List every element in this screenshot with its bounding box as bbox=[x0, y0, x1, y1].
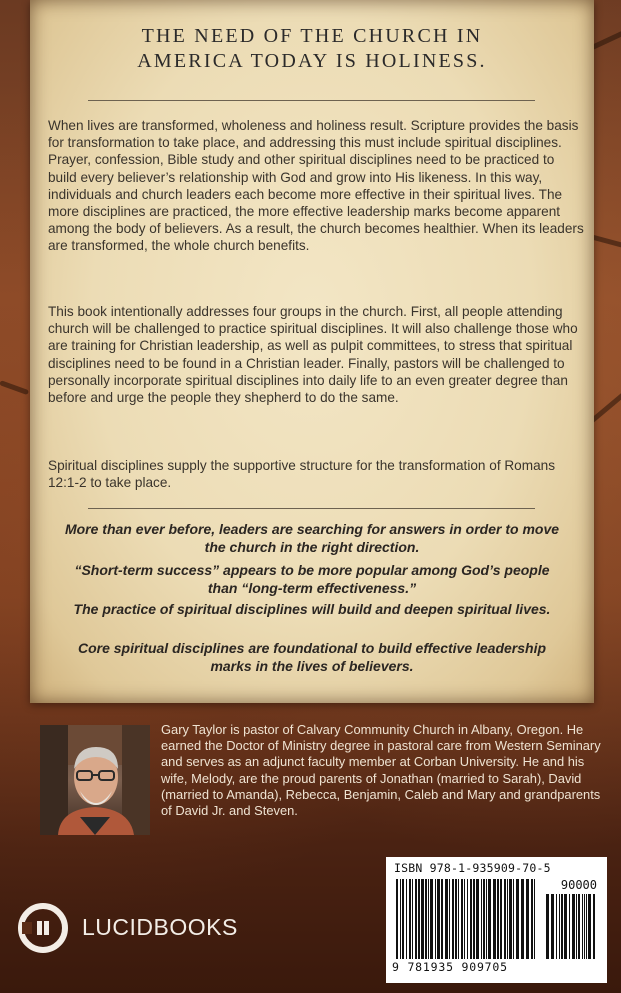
author-photo bbox=[40, 725, 150, 835]
barcode-bar bbox=[534, 879, 535, 959]
barcode-bar bbox=[572, 894, 575, 959]
barcode-bar bbox=[551, 894, 554, 959]
barcode-bar bbox=[531, 879, 533, 959]
headline-line-1: THE NEED OF THE CHURCH IN bbox=[141, 25, 483, 47]
barcode-bar bbox=[421, 879, 424, 959]
pull-quote-4: Core spiritual disciplines are foundational to build effective leadership marks in the lives of believers. bbox=[77, 640, 547, 674]
barcode-bar bbox=[578, 894, 580, 959]
barcode-bar bbox=[412, 879, 413, 959]
barcode-bar bbox=[576, 894, 577, 959]
barcode-bar bbox=[588, 894, 591, 959]
headline-line-2: AMERICA TODAY IS HOLINESS. bbox=[137, 50, 487, 72]
barcode-bar bbox=[516, 879, 519, 959]
barcode-bar bbox=[488, 879, 491, 959]
barcode-bar bbox=[564, 894, 567, 959]
isbn-label: ISBN 978-1-935909-70-5 bbox=[394, 861, 551, 875]
barcode-bar bbox=[400, 879, 401, 959]
body-paragraph-3: Spiritual disciplines supply the supportive structure for the transformation of Romans 12:1-2 to take place. bbox=[48, 458, 555, 491]
barcode-bar bbox=[461, 879, 463, 959]
barcode-bar bbox=[483, 879, 485, 959]
barcode-bar bbox=[507, 879, 508, 959]
barcode-bar bbox=[402, 879, 404, 959]
barcode-bar bbox=[561, 894, 563, 959]
barcode-bar bbox=[586, 894, 587, 959]
barcode-bar bbox=[504, 879, 506, 959]
barcode-bar bbox=[458, 879, 459, 959]
barcode-bar bbox=[526, 879, 529, 959]
barcode-bar bbox=[409, 879, 411, 959]
barcode-bar bbox=[500, 879, 502, 959]
barcode-bar bbox=[406, 879, 407, 959]
barcode-bar bbox=[473, 879, 475, 959]
divider-middle bbox=[88, 508, 535, 509]
author-bio: Gary Taylor is pastor of Calvary Community Church in Albany, Oregon. He earned the Doctor of Ministry degree in pastoral care from Western Seminary and serves as an adjunct faculty member at Corban University. He and his wife, Melody, are the proud parents of Jonathan (married to Sarah), David (married to Amanda), Rebecca, Benjamin, Caleb and Mary and grandparents of David Jr. and Steven. bbox=[161, 722, 601, 819]
barcode-bar bbox=[437, 879, 440, 959]
pull-quote-3: The practice of spiritual disciplines will build and deepen spiritual lives. bbox=[73, 601, 551, 617]
barcode-bar bbox=[476, 879, 479, 959]
pull-quote-1: More than ever before, leaders are searching for answers in order to move the church in the right direction. bbox=[64, 521, 560, 555]
barcode-bar bbox=[435, 879, 436, 959]
barcode-bar bbox=[593, 894, 595, 959]
barcode-bar bbox=[464, 879, 465, 959]
price-code: 90000 bbox=[560, 878, 597, 892]
publisher-logo bbox=[18, 903, 258, 953]
barcode-bar bbox=[513, 879, 514, 959]
barcode-bar bbox=[556, 894, 557, 959]
barcode-digits: 9 781935 909705 bbox=[392, 960, 508, 974]
barcode-bar bbox=[481, 879, 482, 959]
barcode-bar bbox=[425, 879, 427, 959]
barcode-bar bbox=[497, 879, 499, 959]
barcode-bar bbox=[445, 879, 448, 959]
barcode-bar bbox=[452, 879, 454, 959]
barcode-bar bbox=[486, 879, 487, 959]
background-branch bbox=[0, 380, 29, 395]
barcode-box bbox=[386, 857, 607, 983]
barcode-bar bbox=[546, 894, 549, 959]
barcode-bar bbox=[569, 894, 570, 959]
barcode-bar bbox=[470, 879, 472, 959]
author-portrait-icon bbox=[40, 725, 150, 835]
barcode-addon-bars bbox=[546, 894, 598, 959]
publisher-name: LUCIDBOOKS bbox=[82, 914, 238, 940]
barcode-bar bbox=[493, 879, 496, 959]
barcode-bar bbox=[521, 879, 524, 959]
barcode-bar bbox=[584, 894, 585, 959]
barcode-bar bbox=[449, 879, 450, 959]
barcode-bar bbox=[415, 879, 417, 959]
barcode-bar bbox=[582, 894, 583, 959]
lucidbooks-logo-icon bbox=[18, 903, 68, 953]
barcode-bar bbox=[430, 879, 433, 959]
barcode-bar bbox=[396, 879, 398, 959]
barcode-bar bbox=[455, 879, 457, 959]
barcode-bar bbox=[509, 879, 512, 959]
body-paragraph-2: This book intentionally addresses four groups in the church. First, all people attending church will be challenged to practice spiritual disciplines. It will also challenge those who are training for Christian leadership, as well as pulpit committees, to stress that spiritual disciplines need to be found in a Christian leader. Finally, pastors will be challenged to personally incorporate spiritual disciplines into daily life to an even greater degree than before and urge the people they shepherd to do the same. bbox=[48, 304, 578, 406]
barcode-bar bbox=[467, 879, 468, 959]
headline bbox=[30, 24, 594, 74]
barcode-bar bbox=[418, 879, 420, 959]
barcode-bar bbox=[559, 894, 560, 959]
body-paragraph-1: When lives are transformed, wholeness and holiness result. Scripture provides the basis for transformation to take place, and addressing this must include spiritual disciplines. Prayer, confession, Bible study and other spiritual disciplines need to be practiced to build every believer’s relationship with God and grow into His likeness. In this way, individuals and church leaders each become more effective in their spiritual lives. The more disciplines are practiced, the more effective leadership marks become apparent among the body of believers. As a result, the church becomes healthier. When its leaders are transformed, the whole church benefits. bbox=[48, 118, 584, 254]
divider-top bbox=[88, 100, 535, 101]
barcode-main-bars bbox=[396, 879, 536, 959]
barcode-bar bbox=[428, 879, 429, 959]
barcode-bar bbox=[441, 879, 443, 959]
pull-quote-2: “Short-term success” appears to be more popular among God’s people than “long-term effectiveness.” bbox=[74, 562, 550, 596]
parchment-panel bbox=[30, 0, 594, 703]
